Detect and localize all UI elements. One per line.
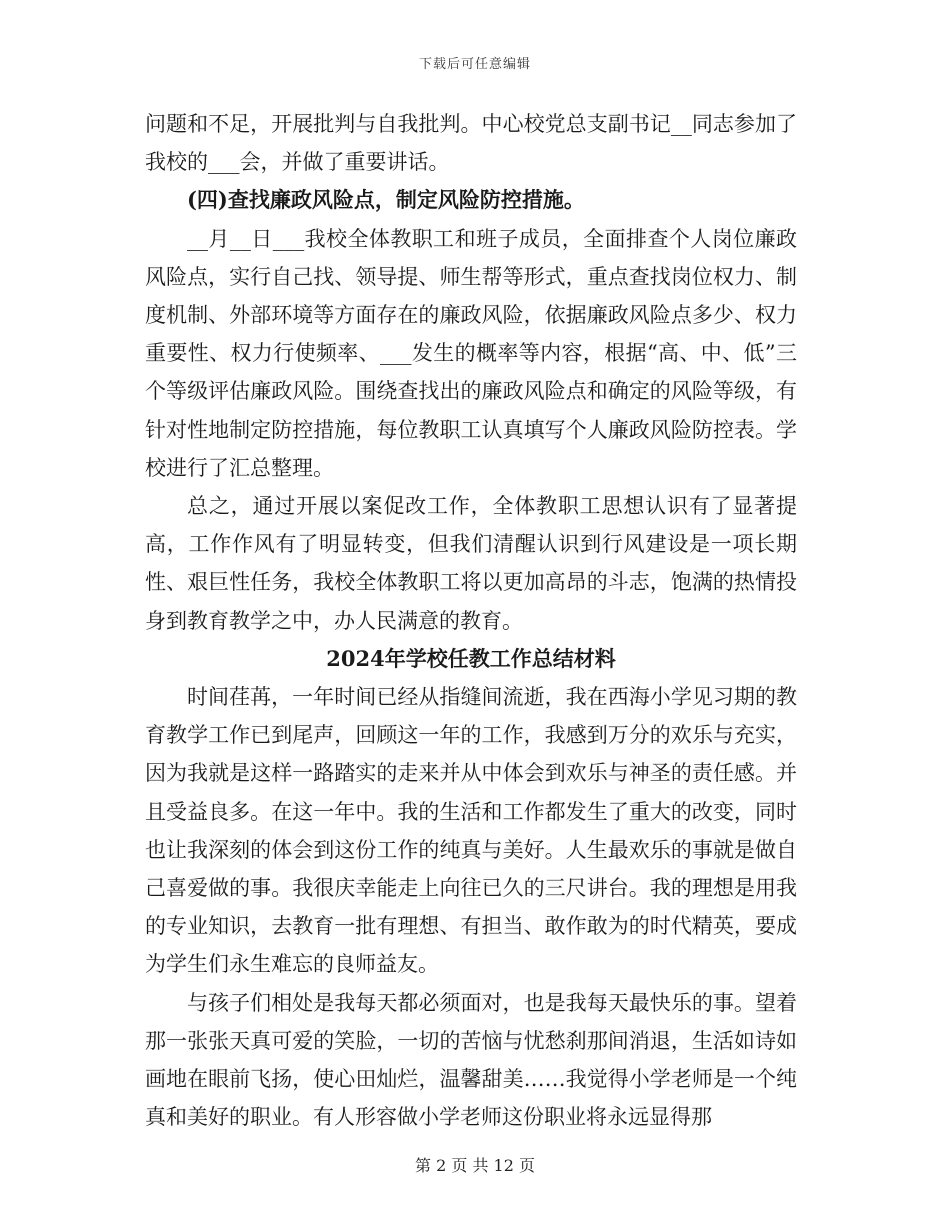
- paragraph-risk-points: __月__日___我校全体教职工和班子成员，全面排查个人岗位廉政风险点，实行自己找、领导提、师生帮等形式，重点查找岗位权力、制度机制、外部环境等方面存在的廉政风险，依据廉政风险点多少、权力重要性、权力行使频率、___发生的概率等内容，根据“高、中、低”三个等级评估廉政风险。围绕查找出的廉政风险点和确定的风险等级，有针对性地制定防控措施，每位教职工认真填写个人廉政风险防控表。学校进行了汇总整理。: [145, 226, 797, 480]
- document-body: [145, 105, 797, 1136]
- section-heading-4: (四)查找廉政风险点，制定风险防控措施。: [187, 187, 585, 213]
- document-title: 2024年学校任教工作总结材料: [326, 645, 616, 671]
- paragraph-summary: 总之，通过开展以案促改工作，全体教职工思想认识有了显著提高，工作作风有了明显转变，但我们清醒认识到行风建设是一项长期性、艰巨性任务，我校全体教职工将以更加高昂的斗志，饱满的热情投身到教育教学之中，办人民满意的教育。: [145, 494, 797, 633]
- page-footer: 第 2 页 共 12 页: [415, 1156, 535, 1175]
- page-header: 下载后可任意编辑: [418, 57, 531, 72]
- paragraph-continuation: 问题和不足，开展批判与自我批判。中心校党总支副书记__同志参加了我校的___会，并做了重要讲话。: [145, 112, 797, 175]
- paragraph-children: 与孩子们相处是我每天都必须面对，也是我每天最快乐的事。望着那一张张天真可爱的笑脸，一切的苦恼与忧愁刹那间消退，生活如诗如画地在眼前飞扬，使心田灿烂，温馨甜美……我觉得小学老师是一个纯真和美好的职业。有人形容做小学老师这份职业将永远显得那: [145, 990, 797, 1130]
- paragraph-time-flies: 时间荏苒，一年时间已经从指缝间流逝，我在西海小学见习期的教育教学工作已到尾声，回顾这一年的工作，我感到万分的欢乐与充实，因为我就是这样一路踏实的走来并从中体会到欢乐与神圣的责任感。并且受益良多。在这一年中。我的生活和工作都发生了重大的改变，同时也让我深刻的体会到这份工作的纯真与美好。人生最欢乐的事就是做自己喜爱做的事。我很庆幸能走上向往已久的三尺讲台。我的理想是用我的专业知识，去教育一批有理想、有担当、敢作敢为的时代精英，要成为学生们永生难忘的良师益友。: [145, 685, 797, 977]
